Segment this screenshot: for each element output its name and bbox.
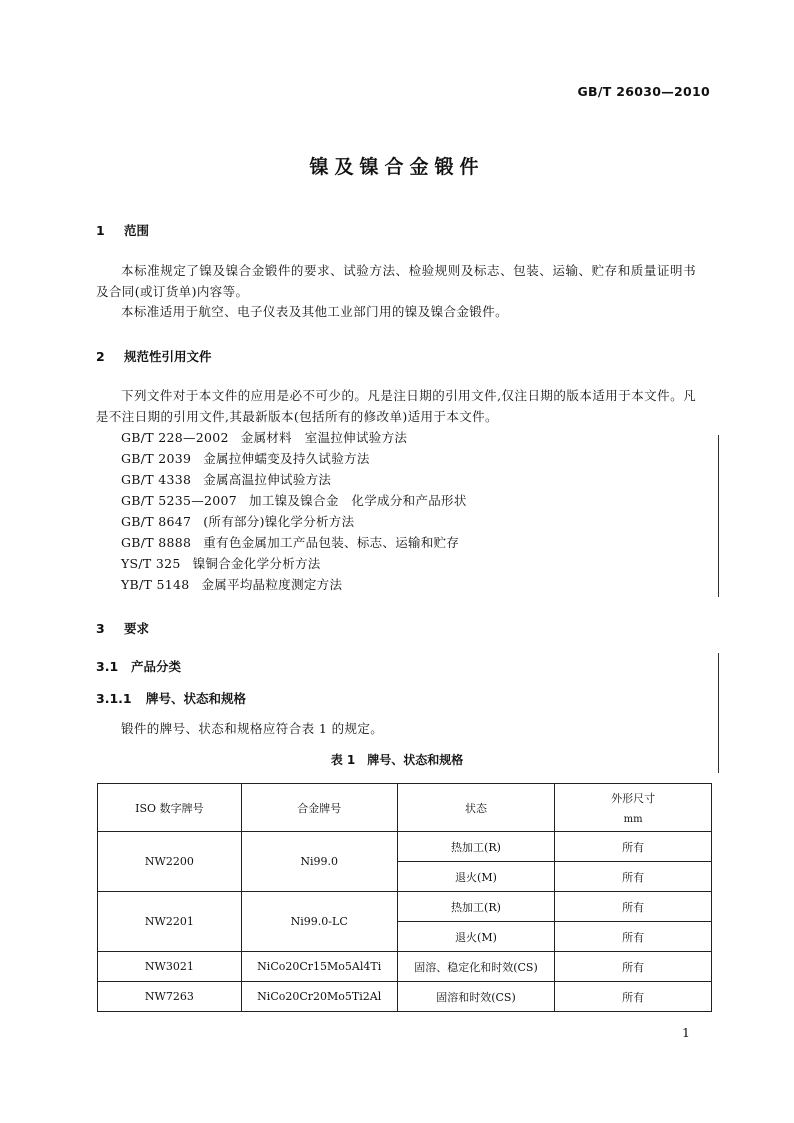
cell-size: 所有 (555, 952, 712, 982)
table-row (98, 982, 712, 1012)
cell-alloy-grade: Ni99.0 (241, 832, 397, 892)
section-2-heading (96, 347, 212, 365)
reference-code: YB/T 5148 (121, 577, 190, 592)
header-alloy-grade: 合金牌号 (241, 784, 397, 832)
reference-title: 重有色金属加工产品包装、标志、运输和贮存 (203, 535, 460, 550)
section-1-heading (96, 221, 149, 239)
reference-code: YS/T 325 (121, 556, 181, 571)
cell-size: 所有 (555, 832, 712, 862)
reference-code: GB/T 8647 (121, 514, 192, 529)
section-number: 1 (96, 223, 105, 238)
section-title: 要求 (124, 621, 150, 636)
table-header-row (98, 784, 712, 832)
header-size (555, 784, 712, 832)
section-3-1-1-paragraph: 锻件的牌号、状态和规格应符合表 1 的规定。 (121, 721, 384, 736)
cell-size: 所有 (555, 862, 712, 892)
table-row (98, 952, 712, 982)
page-number: 1 (682, 1025, 690, 1040)
section-title: 产品分类 (131, 659, 182, 674)
reference-code: GB/T 4338 (121, 472, 192, 487)
reference-title: 金属平均晶粒度测定方法 (201, 577, 343, 592)
header-size-label: 外形尺寸 (611, 792, 656, 805)
reference-item (121, 470, 467, 490)
reference-code: GB/T 228—2002 (121, 430, 229, 445)
cell-state: 退火(M) (397, 862, 555, 892)
reference-title: 金属高温拉伸试验方法 (203, 472, 332, 487)
section-2-paragraph-1: 下列文件对于本文件的应用是必不可少的。凡是注日期的引用文件,仅注日期的版本适用于本文件。凡是不注日期的引用文件,其最新版本(包括所有的修改单)适用于本文件。 (96, 388, 696, 424)
reference-title: 金属拉伸蠕变及持久试验方法 (203, 451, 370, 466)
table-caption: 表 1 牌号、状态和规格 (330, 753, 464, 767)
cell-size: 所有 (555, 922, 712, 952)
section-1-paragraph-2: 本标准适用于航空、电子仪表及其他工业部门用的镍及镍合金锻件。 (121, 304, 509, 319)
section-number: 2 (96, 349, 105, 364)
cell-state: 固溶和时效(CS) (397, 982, 555, 1012)
document-title: 镍及镍合金锻件 (309, 156, 485, 178)
cell-state: 热加工(R) (397, 832, 555, 862)
cell-state: 热加工(R) (397, 892, 555, 922)
section-title: 规范性引用文件 (124, 349, 212, 364)
cell-iso-grade: NW2200 (98, 832, 242, 892)
header-iso-grade: ISO 数字牌号 (98, 784, 242, 832)
section-1-paragraph-1: 本标准规定了镍及镍合金锻件的要求、试验方法、检验规则及标志、包装、运输、贮存和质量证明书及合同(或订货单)内容等。 (96, 263, 696, 299)
section-number: 3 (96, 621, 105, 636)
change-bar (718, 435, 719, 597)
reference-code: GB/T 2039 (121, 451, 192, 466)
cell-alloy-grade: Ni99.0-LC (241, 892, 397, 952)
reference-title: 金属材料 室温拉伸试验方法 (240, 430, 408, 445)
reference-item (121, 554, 467, 574)
reference-item (121, 533, 467, 553)
reference-list (121, 428, 467, 595)
section-number: 3.1.1 (96, 691, 132, 706)
reference-item (121, 512, 467, 532)
reference-item (121, 428, 467, 448)
section-3-1-1-heading (96, 689, 246, 707)
cell-size: 所有 (555, 982, 712, 1012)
standard-number: GB/T 26030—2010 (577, 84, 710, 99)
cell-state: 固溶、稳定化和时效(CS) (397, 952, 555, 982)
grade-state-size-table (97, 783, 712, 1012)
reference-item (121, 491, 467, 511)
reference-item (121, 575, 467, 595)
section-number: 3.1 (96, 659, 119, 674)
cell-iso-grade: NW7263 (98, 982, 242, 1012)
cell-size: 所有 (555, 892, 712, 922)
cell-alloy-grade: NiCo20Cr15Mo5Al4Ti (241, 952, 397, 982)
section-3-heading (96, 619, 149, 637)
header-state: 状态 (397, 784, 555, 832)
reference-code: GB/T 8888 (121, 535, 192, 550)
table-row (98, 892, 712, 922)
reference-title: 加工镍及镍合金 化学成分和产品形状 (249, 493, 467, 508)
reference-code: GB/T 5235—2007 (121, 493, 238, 508)
cell-alloy-grade: NiCo20Cr20Mo5Ti2Al (241, 982, 397, 1012)
header-size-unit: mm (623, 814, 643, 825)
reference-title: 镍铜合金化学分析方法 (192, 556, 321, 571)
section-title: 范围 (124, 223, 150, 238)
section-3-1-heading (96, 657, 181, 675)
cell-iso-grade: NW3021 (98, 952, 242, 982)
cell-iso-grade: NW2201 (98, 892, 242, 952)
cell-state: 退火(M) (397, 922, 555, 952)
table-row (98, 832, 712, 862)
reference-item (121, 449, 467, 469)
reference-title: (所有部分)镍化学分析方法 (203, 514, 355, 529)
section-title: 牌号、状态和规格 (146, 691, 247, 706)
